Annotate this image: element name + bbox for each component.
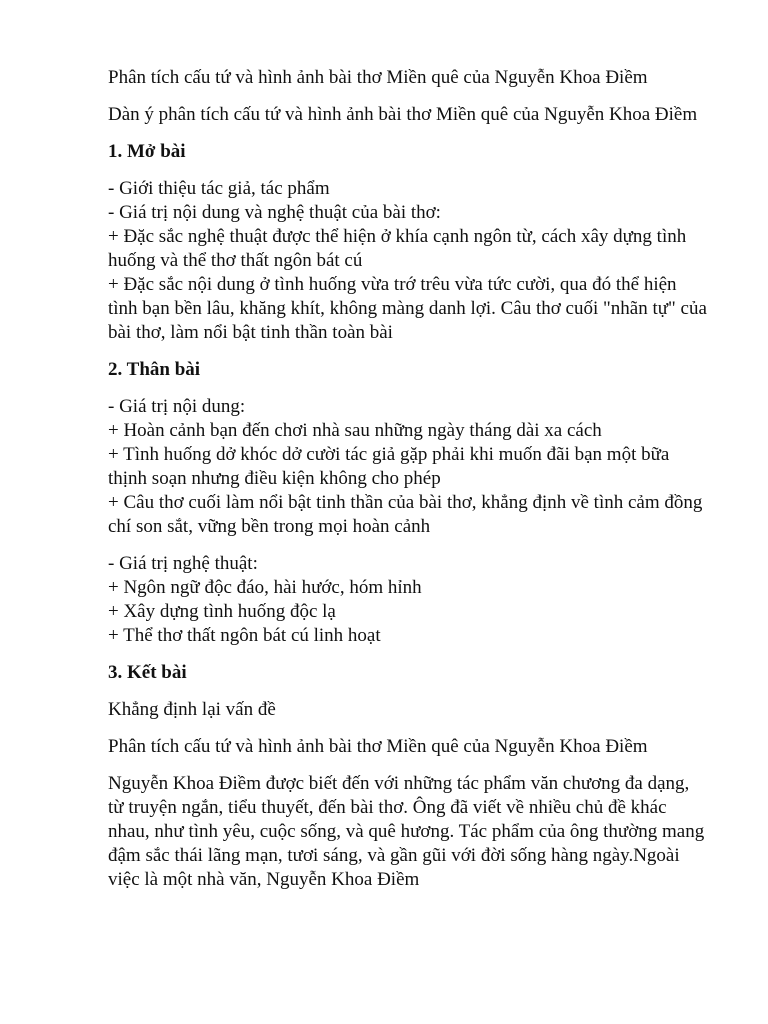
text-line: + Tình huống dở khóc dở cười tác giả gặp phải khi muốn đãi bạn một bữa thịnh soạn nhưng điều kiện không cho phép	[108, 444, 670, 489]
text-line: - Giá trị nghệ thuật:	[108, 553, 258, 574]
text-line: + Đặc sắc nghệ thuật được thể hiện ở khía cạnh ngôn từ, cách xây dựng tình huống và thể thơ thất ngôn bát cú	[108, 226, 687, 271]
text-line: + Đặc sắc nội dung ở tình huống vừa trớ trêu vừa tức cười, qua đó thể hiện tình bạn bền lâu, khăng khít, không màng danh lợi. Câu thơ cuối "nhãn tự" của bài thơ, làm nổi bật tinh thần toàn bài	[108, 274, 707, 343]
document-subtitle: Dàn ý phân tích cấu tứ và hình ảnh bài thơ Miền quê của Nguyễn Khoa Điềm	[108, 104, 698, 125]
text-line: + Câu thơ cuối làm nổi bật tinh thần của bài thơ, khẳng định về tình cảm đồng chí son sắt, vững bền trong mọi hoàn cảnh	[108, 492, 703, 537]
section-heading-conclusion: 3. Kết bài	[108, 662, 187, 683]
section-body-content-values	[108, 395, 708, 539]
text-line: + Hoàn cảnh bạn đến chơi nhà sau những ngày tháng dài xa cách	[108, 420, 602, 441]
body-paragraph: Nguyễn Khoa Điềm được biết đến với những tác phẩm văn chương đa dạng, từ truyện ngắn, tiểu thuyết, đến bài thơ. Ông đã viết về nhiều chủ đề khác nhau, như tình yêu, cuộc sống, và quê hương. Tác phẩm của ông thường mang đậm sắc thái lãng mạn, tươi sáng, và gần gũi với đời sống hàng ngày.Ngoài việc là một nhà văn, Nguyễn Khoa Điềm	[108, 773, 705, 890]
text-line: - Giá trị nội dung:	[108, 396, 246, 417]
section-conclusion-text: Khẳng định lại vấn đề	[108, 699, 276, 720]
text-line: + Ngôn ngữ độc đáo, hài hước, hóm hỉnh	[108, 577, 422, 598]
section-body-art-values	[108, 552, 708, 648]
text-line: + Xây dựng tình huống độc lạ	[108, 601, 336, 622]
section-heading-intro: 1. Mở bài	[108, 141, 186, 162]
repeat-title: Phân tích cấu tứ và hình ảnh bài thơ Miền quê của Nguyễn Khoa Điềm	[108, 736, 648, 757]
document-page	[108, 66, 708, 905]
document-title: Phân tích cấu tứ và hình ảnh bài thơ Miền quê của Nguyễn Khoa Điềm	[108, 67, 648, 88]
section-intro-body	[108, 177, 708, 345]
section-heading-body: 2. Thân bài	[108, 359, 201, 380]
text-line: - Giới thiệu tác giả, tác phẩm	[108, 178, 330, 199]
text-line: - Giá trị nội dung và nghệ thuật của bài thơ:	[108, 202, 441, 223]
text-line: + Thể thơ thất ngôn bát cú linh hoạt	[108, 625, 381, 646]
